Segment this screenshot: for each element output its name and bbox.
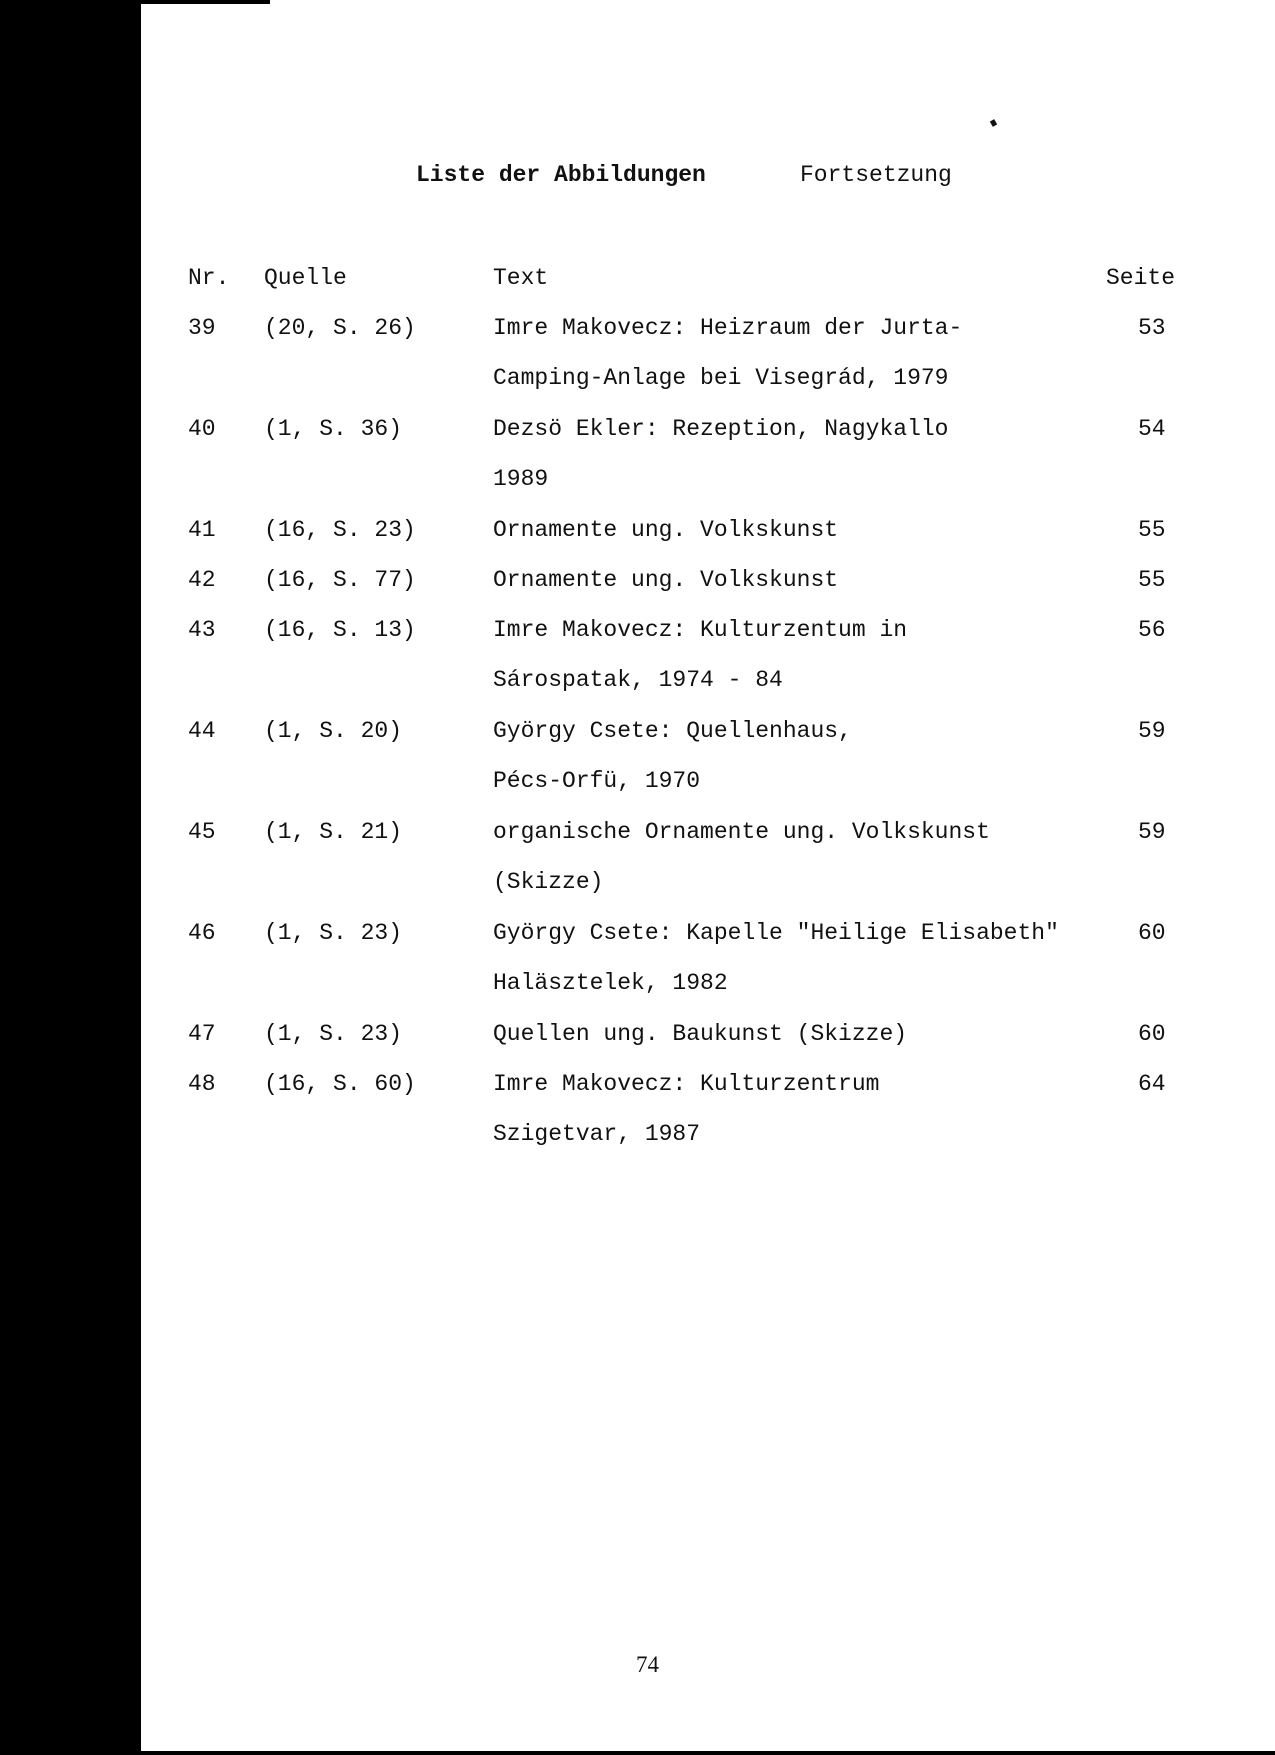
item-page: 54: [1138, 416, 1166, 442]
list-item: [0, 416, 1275, 517]
item-page: 56: [1138, 617, 1166, 643]
scan-speck: [990, 119, 997, 127]
item-text: Ornamente ung. Volkskunst: [493, 567, 839, 593]
list-item: [0, 567, 1275, 617]
item-source: (20, S. 26): [264, 315, 416, 341]
item-source: (1, S. 21): [264, 819, 403, 845]
header-source: Quelle: [264, 265, 347, 291]
item-source: (16, S. 23): [264, 517, 416, 543]
item-text-continued: Szigetvar, 1987: [493, 1121, 701, 1147]
scan-border-bottom: [0, 1751, 1275, 1755]
item-source: (1, S. 23): [264, 920, 403, 946]
item-text: Quellen ung. Baukunst (Skizze): [493, 1021, 908, 1047]
item-nr: 44: [188, 718, 216, 744]
item-page: 55: [1138, 567, 1166, 593]
item-source: (1, S. 23): [264, 1021, 403, 1047]
item-text: Imre Makovecz: Kulturzentum in: [493, 617, 908, 643]
item-text-continued: Haläsztelek, 1982: [493, 970, 728, 996]
item-source: (1, S. 20): [264, 718, 403, 744]
page-number: 74: [636, 1652, 659, 1677]
item-nr: 42: [188, 567, 216, 593]
item-nr: 41: [188, 517, 216, 543]
figure-list: [0, 315, 1275, 1172]
item-text: organische Ornamente ung. Volkskunst: [493, 819, 990, 845]
item-source: (16, S. 13): [264, 617, 416, 643]
item-page: 60: [1138, 920, 1166, 946]
item-text-continued: 1989: [493, 466, 549, 492]
scan-border-top: [110, 0, 270, 4]
list-item: [0, 1021, 1275, 1071]
item-page: 64: [1138, 1071, 1166, 1097]
item-text: Imre Makovecz: Kulturzentrum: [493, 1071, 880, 1097]
item-text: Dezsö Ekler: Rezeption, Nagykallo: [493, 416, 949, 442]
item-page: 60: [1138, 1021, 1166, 1047]
item-page: 55: [1138, 517, 1166, 543]
list-item: [0, 315, 1275, 416]
list-item: [0, 718, 1275, 819]
item-text: György Csete: Quellenhaus,: [493, 718, 852, 744]
title-main: Liste der Abbildungen: [416, 162, 706, 188]
item-nr: 43: [188, 617, 216, 643]
list-item: [0, 1071, 1275, 1172]
item-page: 59: [1138, 718, 1166, 744]
item-text-continued: Pécs-Orfü, 1970: [493, 768, 701, 794]
header-page: Seite: [1106, 265, 1176, 291]
title-continuation: Fortsetzung: [800, 162, 952, 188]
item-source: (16, S. 60): [264, 1071, 416, 1097]
item-text: Imre Makovecz: Heizraum der Jurta-: [493, 315, 963, 341]
item-nr: 45: [188, 819, 216, 845]
list-item: [0, 517, 1275, 567]
header-nr: Nr.: [188, 265, 230, 291]
item-nr: 39: [188, 315, 216, 341]
item-nr: 47: [188, 1021, 216, 1047]
list-item: [0, 617, 1275, 718]
item-text-continued: Camping-Anlage bei Visegrád, 1979: [493, 365, 949, 391]
item-text: György Csete: Kapelle "Heilige Elisabeth": [493, 920, 1059, 946]
item-nr: 48: [188, 1071, 216, 1097]
list-item: [0, 819, 1275, 920]
list-item: [0, 920, 1275, 1021]
item-text-continued: (Skizze): [493, 869, 604, 895]
item-page: 59: [1138, 819, 1166, 845]
item-source: (16, S. 77): [264, 567, 416, 593]
item-text: Ornamente ung. Volkskunst: [493, 517, 839, 543]
item-text-continued: Sárospatak, 1974 - 84: [493, 667, 783, 693]
item-page: 53: [1138, 315, 1166, 341]
item-nr: 46: [188, 920, 216, 946]
item-nr: 40: [188, 416, 216, 442]
item-source: (1, S. 36): [264, 416, 403, 442]
header-text: Text: [493, 265, 549, 291]
